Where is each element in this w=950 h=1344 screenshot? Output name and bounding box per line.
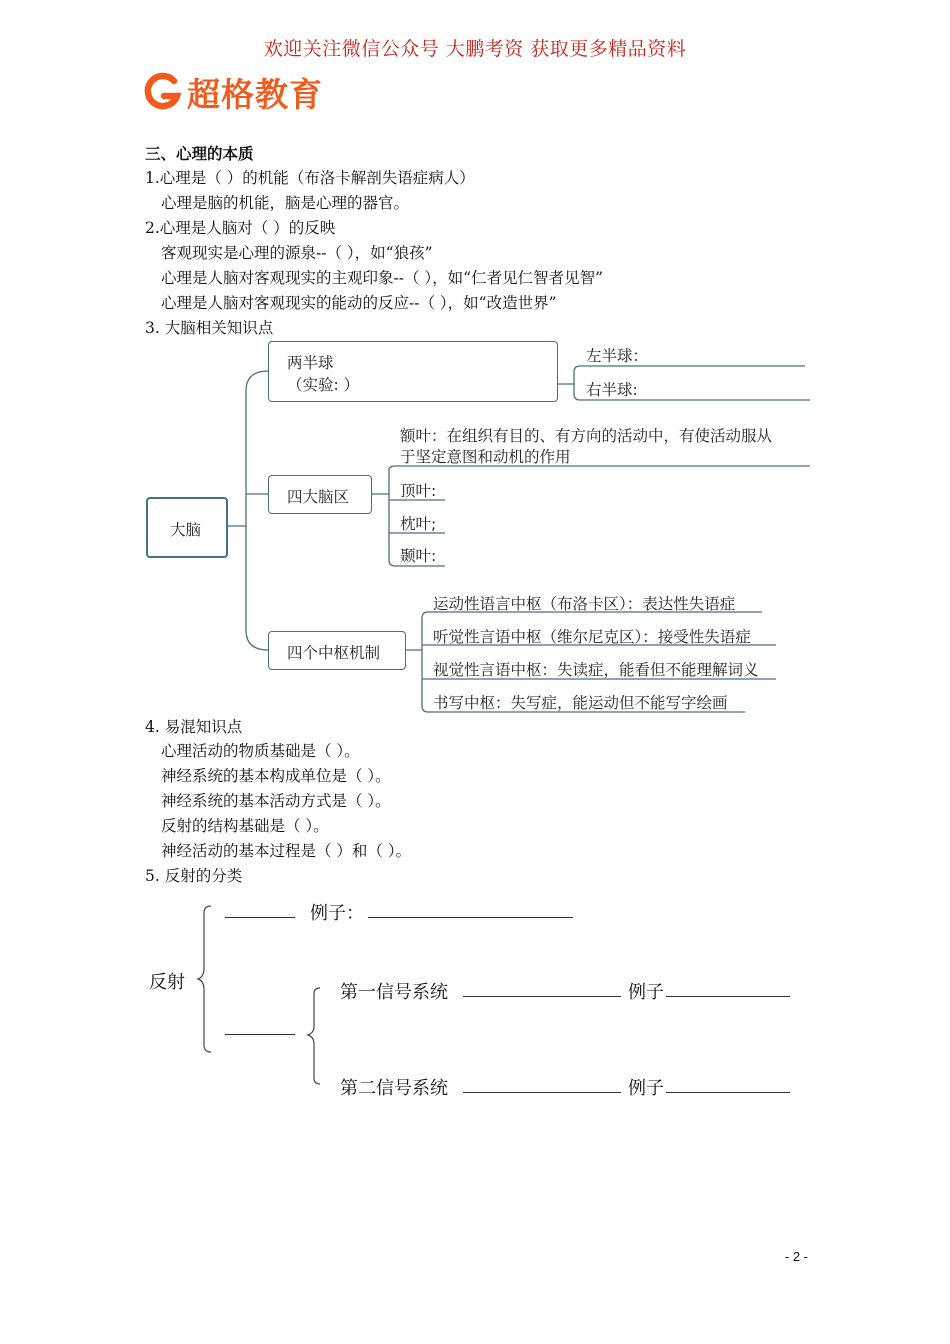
signal-system-1-label: 第一信号系统	[340, 982, 448, 1003]
right-hemisphere-label: 右半球:	[586, 381, 638, 399]
signal-system-1-example-label: 例子	[628, 982, 664, 1003]
s3-line1: 1.心理是（ ）的机能（布洛卡解剖失语症病人）	[145, 169, 475, 187]
s4-q4: 反射的结构基础是（ ）。	[161, 817, 329, 835]
signal-system-2-example-blank	[666, 1092, 790, 1093]
root-node-brain: 大脑	[146, 497, 228, 558]
node-hemispheres: 两半球 （实验: ）	[268, 341, 558, 402]
frontal-lobe-line1: 额叶：在组织有目的、有方向的活动中，有使活动服从	[400, 427, 773, 445]
s3-line1a: 心理是脑的机能，脑是心理的器官。	[161, 194, 410, 212]
s4-q5: 神经活动的基本过程是（ ）和（ ）。	[161, 842, 412, 860]
page-number: - 2 -	[784, 1249, 808, 1264]
frontal-lobe-line2: 于坚定意图和动机的作用	[400, 448, 571, 466]
s3-line2c: 心理是人脑对客观现实的能动的反应--（ ），如“改造世界”	[161, 294, 557, 312]
s3-line2b: 心理是人脑对客观现实的主观印象--（ ），如“仁者见仁智者见智”	[161, 269, 604, 287]
temporal-lobe-label: 颞叶:	[400, 547, 437, 565]
s3-line2a: 客观现实是心理的源泉--（ ），如“狼孩”	[161, 244, 433, 262]
reflex-type1-blank	[225, 917, 295, 918]
center-writing: 书写中枢：失写症，能运动但不能写字绘画	[433, 694, 728, 712]
node-four-lobes: 四大脑区	[268, 475, 372, 514]
signal-system-1-example-blank	[666, 996, 790, 997]
section5-title: 5. 反射的分类	[145, 867, 243, 885]
reflex-type2-blank	[225, 1034, 295, 1035]
s4-q2: 神经系统的基本构成单位是（ ）。	[161, 767, 391, 785]
reflex-braces	[0, 880, 950, 1120]
center-motor-speech: 运动性语言中枢（布洛卡区）：表达性失语症	[433, 595, 736, 613]
node-four-centers: 四个中枢机制	[268, 631, 406, 670]
signal-system-2-example-label: 例子	[628, 1078, 664, 1099]
section3-title: 三、心理的本质	[145, 144, 254, 163]
signal-system-1-blank	[463, 996, 621, 997]
s3-line2: 2.心理是人脑对（ ）的反映	[145, 219, 336, 237]
reflex-type1-example-blank	[368, 917, 573, 918]
center-auditory-speech: 听觉性言语中枢（维尔尼克区）：接受性失语症	[433, 628, 751, 646]
reflex-type1-example-label: 例子：	[310, 903, 364, 924]
signal-system-2-blank	[463, 1092, 621, 1093]
reflex-label: 反射	[149, 972, 185, 993]
s4-q3: 神经系统的基本活动方式是（ ）。	[161, 792, 391, 810]
left-hemisphere-label: 左半球：	[586, 347, 649, 365]
s3-line3: 3. 大脑相关知识点	[145, 319, 274, 337]
section4-title: 4. 易混知识点	[145, 718, 243, 736]
center-visual-speech: 视觉性言语中枢：失读症，能看但不能理解词义	[433, 661, 759, 679]
signal-system-2-label: 第二信号系统	[340, 1078, 448, 1099]
s4-q1: 心理活动的物质基础是（ ）。	[161, 742, 360, 760]
parietal-lobe-label: 顶叶:	[400, 482, 437, 500]
promo-banner: 欢迎关注微信公众号 大鹏考资 获取更多精品资料	[263, 38, 687, 60]
occipital-lobe-label: 枕叶;	[400, 515, 437, 533]
logo-text: 超格教育	[187, 74, 323, 114]
